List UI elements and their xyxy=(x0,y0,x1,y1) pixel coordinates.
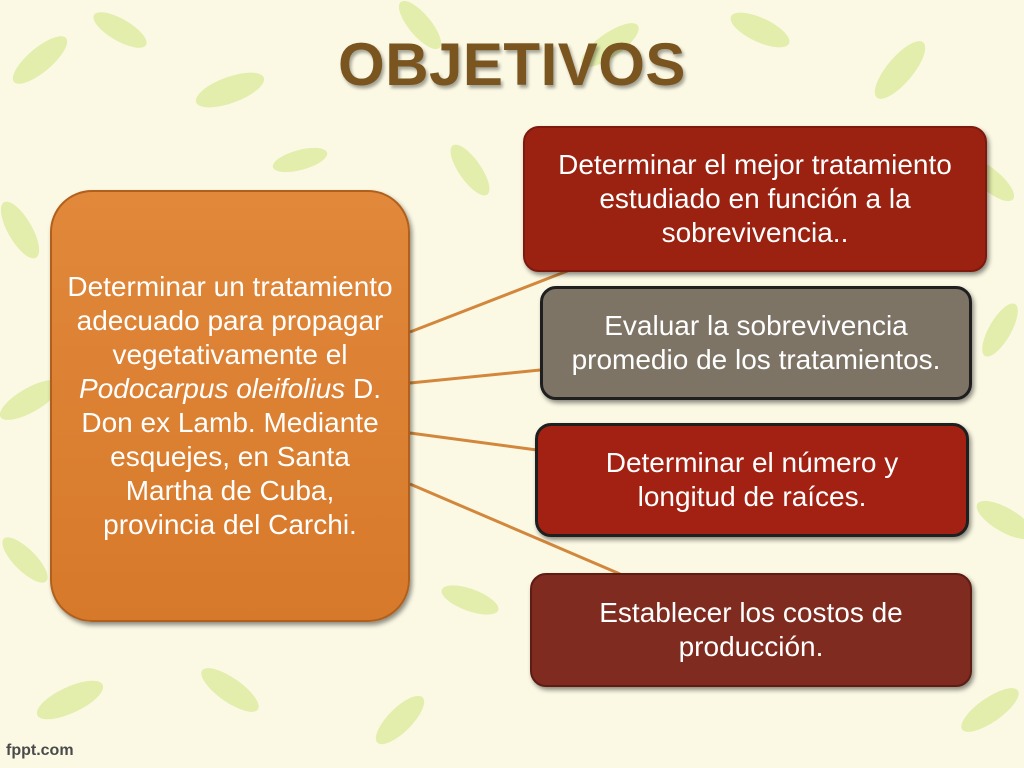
general-objective-text xyxy=(66,270,394,542)
watermark: fppt.com xyxy=(6,742,74,759)
general-objective-text-before: Determinar un tratamiento adecuado para propagar vegetativamente el xyxy=(67,271,393,370)
connector-2 xyxy=(410,370,540,383)
slide-title: OBJETIVOS xyxy=(338,31,686,98)
connector-3 xyxy=(410,433,537,450)
general-objective-text-after: D. Don ex Lamb. Mediante esquejes, en Santa Martha de Cuba, provincia del Carchi. xyxy=(81,373,381,540)
specific-objective-3 xyxy=(535,423,969,537)
species-name: Podocarpus oleifolius xyxy=(79,373,346,404)
specific-objective-2 xyxy=(540,286,972,400)
specific-objective-1 xyxy=(523,126,987,272)
specific-objective-3-text: Determinar el número y longitud de raíces. xyxy=(605,447,899,512)
specific-objective-2-text: Evaluar la sobrevivencia promedio de los tratamientos. xyxy=(571,310,941,375)
general-objective-box xyxy=(50,190,410,622)
specific-objective-1-text: Determinar el mejor tratamiento estudiado en función a la sobrevivencia.. xyxy=(558,149,952,248)
specific-objective-4 xyxy=(530,573,972,687)
specific-objective-4-text: Establecer los costos de producción. xyxy=(599,597,903,662)
